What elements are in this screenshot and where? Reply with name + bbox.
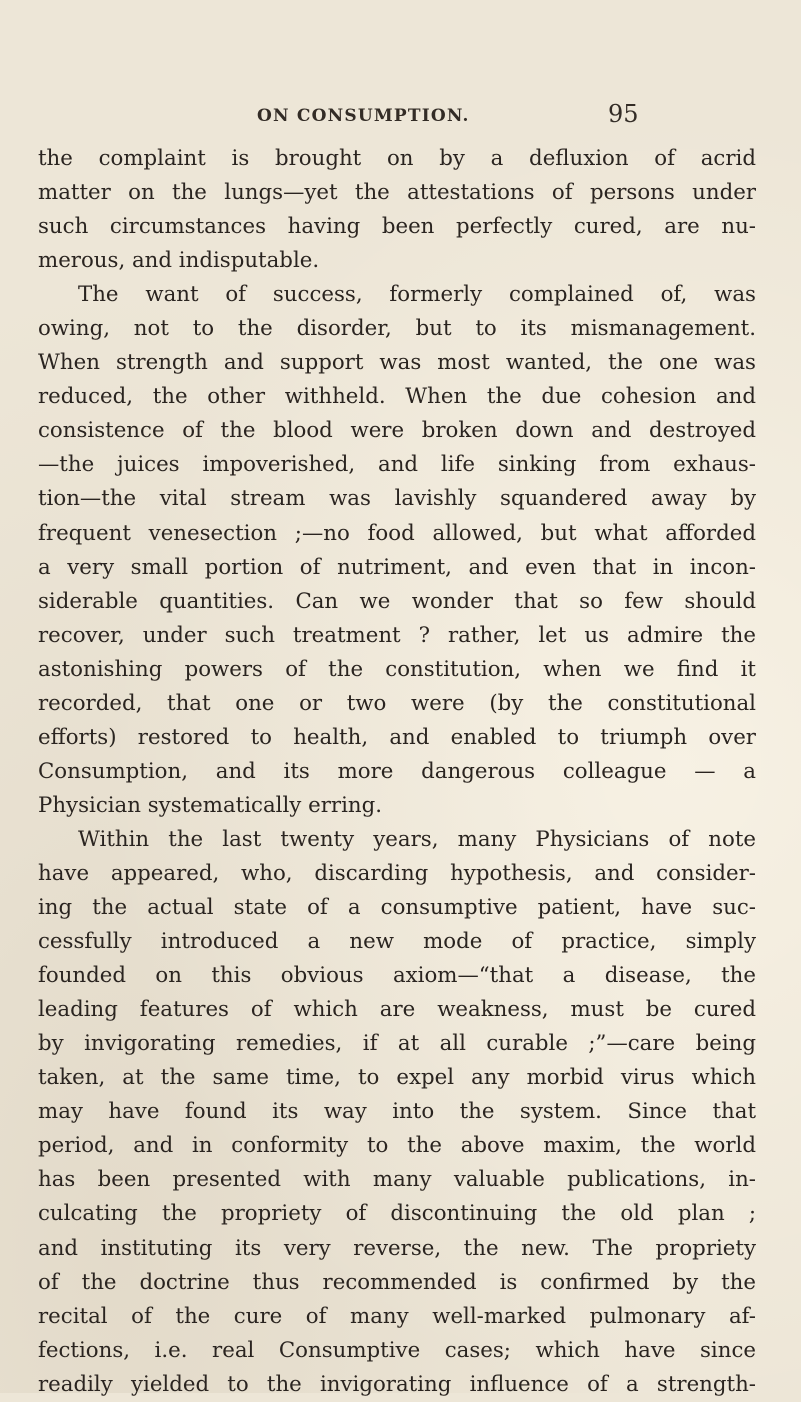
text-line: The want of success, formerly complained of, was [78,282,756,308]
text-line: by invigorating remedies, if at all curable ;”—care being [38,1031,756,1057]
running-head: ON CONSUMPTION. [257,106,470,126]
body-text [38,142,756,1402]
text-line: recover, under such treatment ? rather, let us admire the [38,622,756,648]
text-line: siderable quantities. Can we wonder that so few should [38,588,756,614]
text-line: such circumstances having been perfectly cured, are nu- [38,214,756,240]
text-line: frequent venesection ;—no food allowed, but what afforded [38,520,756,546]
text-line: recital of the cure of many well-marked pulmonary af- [38,1303,756,1329]
text-line: culcating the propriety of discontinuing the old plan ; [38,1201,756,1227]
text-line: period, and in conformity to the above maxim, the world [38,1133,756,1159]
text-line: When strength and support was most wanted, the one was [38,350,756,376]
text-line: leading features of which are weakness, must be cured [38,997,756,1023]
text-line: ing the actual state of a consumptive patient, have suc- [38,895,756,921]
text-line: —the juices impoverished, and life sinking from exhaus- [38,452,756,478]
text-line: Consumption, and its more dangerous colleague — a [38,758,756,784]
text-line: founded on this obvious axiom—“that a disease, the [38,963,756,989]
text-line: owing, not to the disorder, but to its mismanagement. [38,316,756,342]
text-line: Within the last twenty years, many Physicians of note [78,826,756,852]
text-line: of the doctrine thus recommended is confirmed by the [38,1269,756,1295]
text-line: efforts) restored to health, and enabled to triumph over [38,724,756,750]
text-line: has been presented with many valuable publications, in- [38,1167,756,1193]
text-line: taken, at the same time, to expel any morbid virus which [38,1065,756,1091]
text-line: Physician systematically erring. [38,792,382,818]
page-number: 95 [608,100,639,128]
text-line: recorded, that one or two were (by the constitutional [38,690,756,716]
text-line: readily yielded to the invigorating influence of a strength- [38,1371,756,1397]
text-line: cessfully introduced a new mode of practice, simply [38,929,756,955]
text-line: and instituting its very reverse, the new. The propriety [38,1235,756,1261]
text-line: fections, i.e. real Consumptive cases; which have since [38,1337,756,1363]
text-line: may have found its way into the system. Since that [38,1099,756,1125]
text-line: tion—the vital stream was lavishly squandered away by [38,486,756,512]
text-line: astonishing powers of the constitution, when we find it [38,656,756,682]
text-line: reduced, the other withheld. When the due cohesion and [38,384,756,410]
text-line: matter on the lungs—yet the attestations of persons under [38,180,756,206]
text-line: merous, and indisputable. [38,248,320,274]
text-line: consistence of the blood were broken down and destroyed [38,418,756,444]
text-line: have appeared, who, discarding hypothesis, and consider- [38,860,756,886]
text-line: the complaint is brought on by a defluxion of acrid [38,146,756,171]
text-line: a very small portion of nutriment, and even that in incon- [38,554,756,580]
